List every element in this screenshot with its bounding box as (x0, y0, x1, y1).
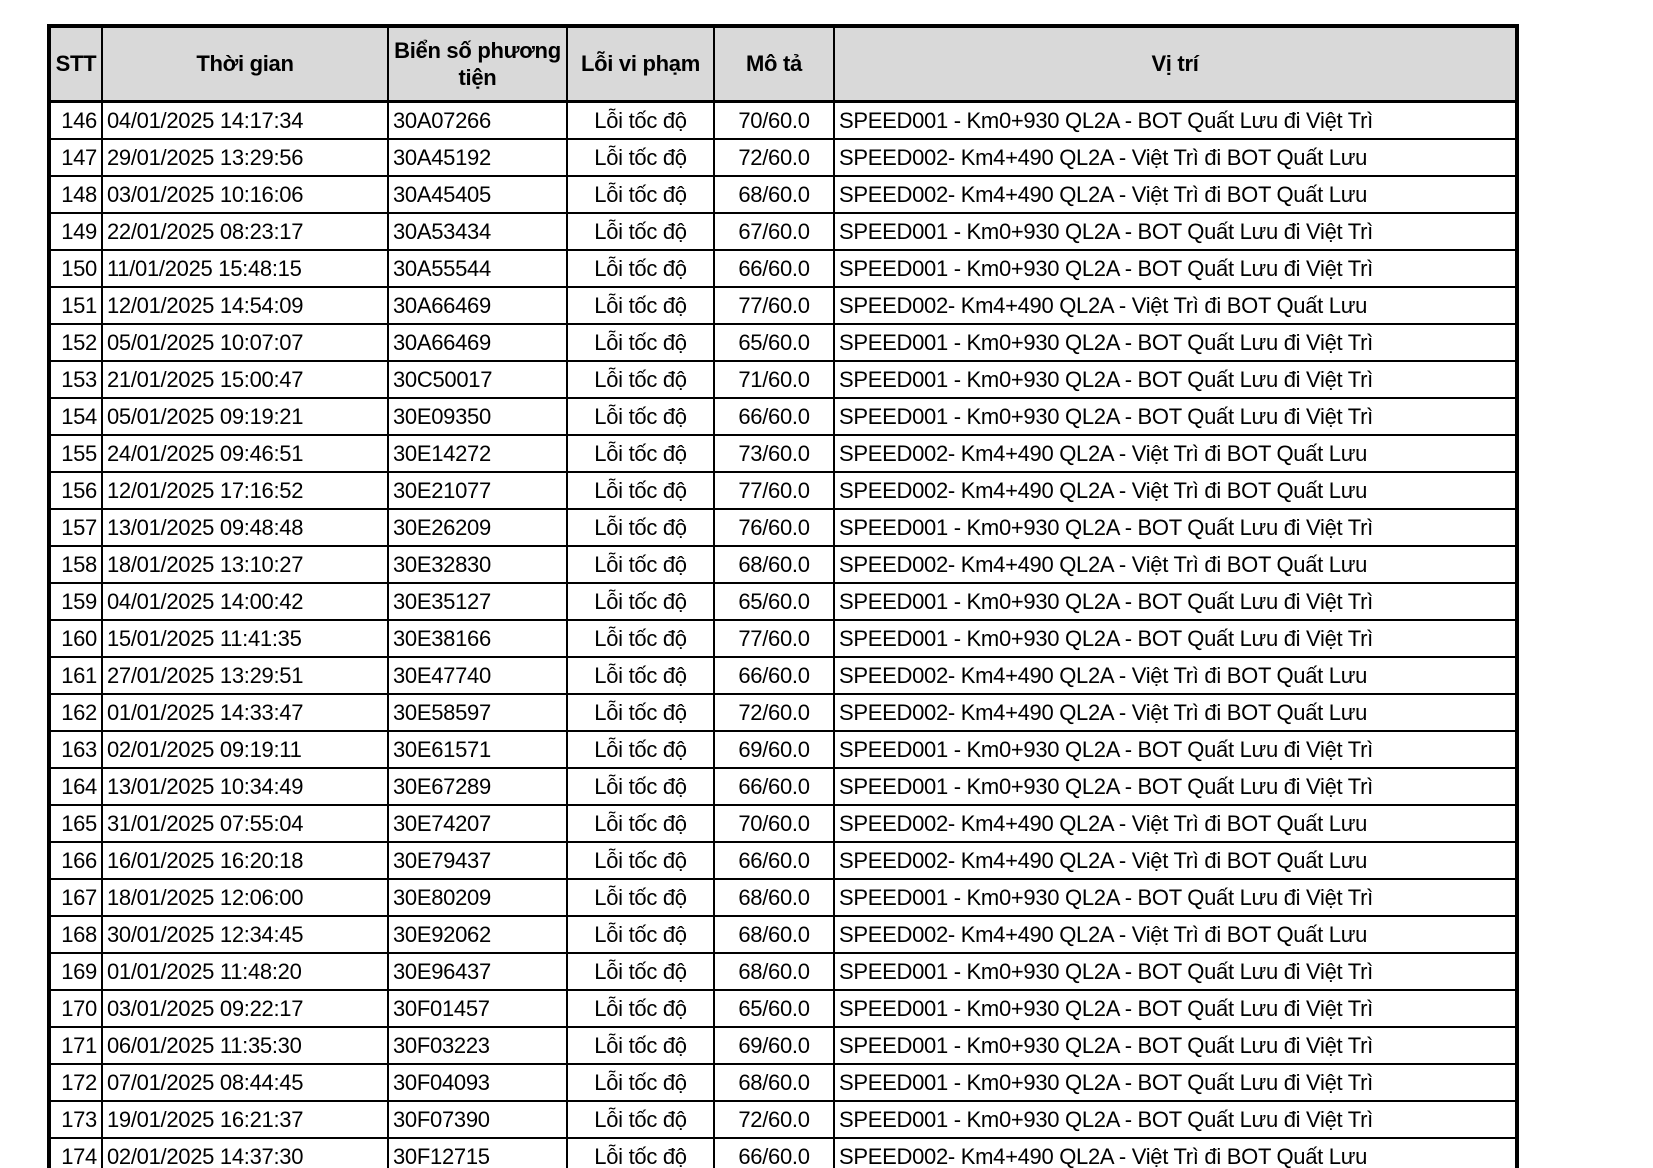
cell-bien_so: 30F03223 (388, 1027, 567, 1064)
cell-stt: 151 (49, 287, 102, 324)
cell-vi_tri: SPEED001 - Km0+930 QL2A - BOT Quất Lưu đi Việt Trì (834, 990, 1517, 1027)
cell-mo_ta: 69/60.0 (714, 1027, 834, 1064)
cell-vi_tri: SPEED001 - Km0+930 QL2A - BOT Quất Lưu đi Việt Trì (834, 1064, 1517, 1101)
cell-thoi_gian: 16/01/2025 16:20:18 (102, 842, 388, 879)
cell-thoi_gian: 02/01/2025 14:37:30 (102, 1138, 388, 1168)
cell-bien_so: 30F12715 (388, 1138, 567, 1168)
cell-bien_so: 30E79437 (388, 842, 567, 879)
cell-mo_ta: 71/60.0 (714, 361, 834, 398)
table-row (49, 657, 1517, 694)
cell-bien_so: 30E58597 (388, 694, 567, 731)
table-row (49, 509, 1517, 546)
cell-mo_ta: 72/60.0 (714, 1101, 834, 1138)
table-row (49, 1064, 1517, 1101)
cell-vi_tri: SPEED001 - Km0+930 QL2A - BOT Quất Lưu đi Việt Trì (834, 213, 1517, 250)
cell-loi_vi_pham: Lỗi tốc độ (567, 842, 714, 879)
cell-stt: 155 (49, 435, 102, 472)
cell-bien_so: 30C50017 (388, 361, 567, 398)
table-row (49, 546, 1517, 583)
cell-bien_so: 30E09350 (388, 398, 567, 435)
cell-mo_ta: 65/60.0 (714, 583, 834, 620)
table-row (49, 287, 1517, 324)
cell-vi_tri: SPEED001 - Km0+930 QL2A - BOT Quất Lưu đi Việt Trì (834, 102, 1517, 140)
cell-vi_tri: SPEED001 - Km0+930 QL2A - BOT Quất Lưu đi Việt Trì (834, 620, 1517, 657)
cell-stt: 167 (49, 879, 102, 916)
cell-vi_tri: SPEED002- Km4+490 QL2A - Việt Trì đi BOT Quất Lưu (834, 546, 1517, 583)
cell-bien_so: 30E38166 (388, 620, 567, 657)
cell-loi_vi_pham: Lỗi tốc độ (567, 916, 714, 953)
cell-loi_vi_pham: Lỗi tốc độ (567, 583, 714, 620)
cell-loi_vi_pham: Lỗi tốc độ (567, 768, 714, 805)
table-row (49, 620, 1517, 657)
cell-bien_so: 30E61571 (388, 731, 567, 768)
cell-vi_tri: SPEED001 - Km0+930 QL2A - BOT Quất Lưu đi Việt Trì (834, 361, 1517, 398)
column-header-bien-so: Biển số phương tiện (388, 26, 567, 102)
cell-vi_tri: SPEED001 - Km0+930 QL2A - BOT Quất Lưu đi Việt Trì (834, 398, 1517, 435)
cell-thoi_gian: 04/01/2025 14:00:42 (102, 583, 388, 620)
cell-thoi_gian: 13/01/2025 10:34:49 (102, 768, 388, 805)
cell-mo_ta: 67/60.0 (714, 213, 834, 250)
cell-thoi_gian: 18/01/2025 12:06:00 (102, 879, 388, 916)
cell-vi_tri: SPEED001 - Km0+930 QL2A - BOT Quất Lưu đi Việt Trì (834, 1027, 1517, 1064)
cell-mo_ta: 66/60.0 (714, 1138, 834, 1168)
cell-mo_ta: 72/60.0 (714, 139, 834, 176)
cell-stt: 170 (49, 990, 102, 1027)
cell-vi_tri: SPEED002- Km4+490 QL2A - Việt Trì đi BOT Quất Lưu (834, 139, 1517, 176)
cell-mo_ta: 65/60.0 (714, 990, 834, 1027)
cell-stt: 162 (49, 694, 102, 731)
cell-bien_so: 30A07266 (388, 102, 567, 140)
cell-thoi_gian: 27/01/2025 13:29:51 (102, 657, 388, 694)
cell-stt: 168 (49, 916, 102, 953)
cell-vi_tri: SPEED002- Km4+490 QL2A - Việt Trì đi BOT Quất Lưu (834, 916, 1517, 953)
cell-vi_tri: SPEED001 - Km0+930 QL2A - BOT Quất Lưu đi Việt Trì (834, 953, 1517, 990)
cell-mo_ta: 66/60.0 (714, 398, 834, 435)
cell-stt: 173 (49, 1101, 102, 1138)
cell-stt: 160 (49, 620, 102, 657)
table-row (49, 176, 1517, 213)
cell-loi_vi_pham: Lỗi tốc độ (567, 398, 714, 435)
cell-thoi_gian: 01/01/2025 14:33:47 (102, 694, 388, 731)
cell-mo_ta: 66/60.0 (714, 657, 834, 694)
cell-loi_vi_pham: Lỗi tốc độ (567, 694, 714, 731)
cell-stt: 147 (49, 139, 102, 176)
cell-bien_so: 30E67289 (388, 768, 567, 805)
cell-vi_tri: SPEED001 - Km0+930 QL2A - BOT Quất Lưu đi Việt Trì (834, 768, 1517, 805)
cell-bien_so: 30F07390 (388, 1101, 567, 1138)
table-row (49, 990, 1517, 1027)
cell-bien_so: 30E74207 (388, 805, 567, 842)
cell-thoi_gian: 19/01/2025 16:21:37 (102, 1101, 388, 1138)
cell-stt: 169 (49, 953, 102, 990)
table-row (49, 361, 1517, 398)
cell-loi_vi_pham: Lỗi tốc độ (567, 509, 714, 546)
cell-loi_vi_pham: Lỗi tốc độ (567, 287, 714, 324)
cell-vi_tri: SPEED002- Km4+490 QL2A - Việt Trì đi BOT Quất Lưu (834, 657, 1517, 694)
cell-thoi_gian: 05/01/2025 10:07:07 (102, 324, 388, 361)
cell-loi_vi_pham: Lỗi tốc độ (567, 1064, 714, 1101)
cell-mo_ta: 65/60.0 (714, 324, 834, 361)
table-row (49, 583, 1517, 620)
cell-stt: 153 (49, 361, 102, 398)
cell-mo_ta: 72/60.0 (714, 694, 834, 731)
table-row (49, 916, 1517, 953)
cell-stt: 171 (49, 1027, 102, 1064)
table-row (49, 324, 1517, 361)
cell-loi_vi_pham: Lỗi tốc độ (567, 102, 714, 140)
table-row (49, 139, 1517, 176)
cell-vi_tri: SPEED002- Km4+490 QL2A - Việt Trì đi BOT Quất Lưu (834, 176, 1517, 213)
cell-loi_vi_pham: Lỗi tốc độ (567, 472, 714, 509)
cell-mo_ta: 70/60.0 (714, 102, 834, 140)
cell-loi_vi_pham: Lỗi tốc độ (567, 1101, 714, 1138)
cell-bien_so: 30A66469 (388, 324, 567, 361)
cell-thoi_gian: 29/01/2025 13:29:56 (102, 139, 388, 176)
table-row (49, 805, 1517, 842)
column-header-loi-vi-pham: Lỗi vi phạm (567, 26, 714, 102)
cell-bien_so: 30A55544 (388, 250, 567, 287)
cell-stt: 154 (49, 398, 102, 435)
cell-thoi_gian: 24/01/2025 09:46:51 (102, 435, 388, 472)
cell-thoi_gian: 04/01/2025 14:17:34 (102, 102, 388, 140)
cell-thoi_gian: 22/01/2025 08:23:17 (102, 213, 388, 250)
cell-loi_vi_pham: Lỗi tốc độ (567, 879, 714, 916)
cell-vi_tri: SPEED001 - Km0+930 QL2A - BOT Quất Lưu đi Việt Trì (834, 583, 1517, 620)
cell-loi_vi_pham: Lỗi tốc độ (567, 213, 714, 250)
table-row (49, 953, 1517, 990)
cell-stt: 164 (49, 768, 102, 805)
cell-loi_vi_pham: Lỗi tốc độ (567, 1138, 714, 1168)
cell-stt: 172 (49, 1064, 102, 1101)
cell-bien_so: 30A53434 (388, 213, 567, 250)
cell-bien_so: 30A66469 (388, 287, 567, 324)
cell-vi_tri: SPEED001 - Km0+930 QL2A - BOT Quất Lưu đi Việt Trì (834, 509, 1517, 546)
cell-loi_vi_pham: Lỗi tốc độ (567, 435, 714, 472)
cell-thoi_gian: 03/01/2025 09:22:17 (102, 990, 388, 1027)
column-header-stt: STT (49, 26, 102, 102)
cell-vi_tri: SPEED001 - Km0+930 QL2A - BOT Quất Lưu đi Việt Trì (834, 1101, 1517, 1138)
cell-bien_so: 30A45192 (388, 139, 567, 176)
cell-bien_so: 30E92062 (388, 916, 567, 953)
cell-thoi_gian: 21/01/2025 15:00:47 (102, 361, 388, 398)
cell-vi_tri: SPEED002- Km4+490 QL2A - Việt Trì đi BOT Quất Lưu (834, 842, 1517, 879)
table-row (49, 398, 1517, 435)
cell-thoi_gian: 02/01/2025 09:19:11 (102, 731, 388, 768)
cell-vi_tri: SPEED002- Km4+490 QL2A - Việt Trì đi BOT Quất Lưu (834, 435, 1517, 472)
cell-thoi_gian: 18/01/2025 13:10:27 (102, 546, 388, 583)
cell-stt: 152 (49, 324, 102, 361)
cell-loi_vi_pham: Lỗi tốc độ (567, 805, 714, 842)
table-row (49, 694, 1517, 731)
cell-bien_so: 30A45405 (388, 176, 567, 213)
cell-bien_so: 30E14272 (388, 435, 567, 472)
cell-thoi_gian: 06/01/2025 11:35:30 (102, 1027, 388, 1064)
header-row (49, 26, 1517, 102)
cell-bien_so: 30E47740 (388, 657, 567, 694)
cell-mo_ta: 69/60.0 (714, 731, 834, 768)
cell-bien_so: 30E21077 (388, 472, 567, 509)
violations-table-body (49, 102, 1517, 1168)
cell-stt: 165 (49, 805, 102, 842)
cell-bien_so: 30E35127 (388, 583, 567, 620)
cell-loi_vi_pham: Lỗi tốc độ (567, 361, 714, 398)
cell-loi_vi_pham: Lỗi tốc độ (567, 250, 714, 287)
cell-mo_ta: 70/60.0 (714, 805, 834, 842)
cell-thoi_gian: 07/01/2025 08:44:45 (102, 1064, 388, 1101)
cell-vi_tri: SPEED002- Km4+490 QL2A - Việt Trì đi BOT Quất Lưu (834, 472, 1517, 509)
cell-bien_so: 30F04093 (388, 1064, 567, 1101)
cell-vi_tri: SPEED002- Km4+490 QL2A - Việt Trì đi BOT Quất Lưu (834, 805, 1517, 842)
cell-thoi_gian: 13/01/2025 09:48:48 (102, 509, 388, 546)
cell-loi_vi_pham: Lỗi tốc độ (567, 731, 714, 768)
cell-mo_ta: 77/60.0 (714, 287, 834, 324)
table-row (49, 842, 1517, 879)
cell-stt: 166 (49, 842, 102, 879)
cell-stt: 174 (49, 1138, 102, 1168)
cell-bien_so: 30E32830 (388, 546, 567, 583)
cell-mo_ta: 73/60.0 (714, 435, 834, 472)
table-row (49, 435, 1517, 472)
cell-loi_vi_pham: Lỗi tốc độ (567, 1027, 714, 1064)
cell-mo_ta: 68/60.0 (714, 953, 834, 990)
table-row (49, 731, 1517, 768)
cell-vi_tri: SPEED002- Km4+490 QL2A - Việt Trì đi BOT Quất Lưu (834, 1138, 1517, 1168)
cell-bien_so: 30E96437 (388, 953, 567, 990)
table-row (49, 213, 1517, 250)
cell-vi_tri: SPEED001 - Km0+930 QL2A - BOT Quất Lưu đi Việt Trì (834, 731, 1517, 768)
cell-thoi_gian: 03/01/2025 10:16:06 (102, 176, 388, 213)
cell-bien_so: 30E26209 (388, 509, 567, 546)
cell-stt: 156 (49, 472, 102, 509)
cell-vi_tri: SPEED001 - Km0+930 QL2A - BOT Quất Lưu đi Việt Trì (834, 250, 1517, 287)
cell-loi_vi_pham: Lỗi tốc độ (567, 657, 714, 694)
table-row (49, 1101, 1517, 1138)
cell-loi_vi_pham: Lỗi tốc độ (567, 324, 714, 361)
cell-loi_vi_pham: Lỗi tốc độ (567, 139, 714, 176)
cell-stt: 148 (49, 176, 102, 213)
cell-mo_ta: 77/60.0 (714, 472, 834, 509)
cell-stt: 161 (49, 657, 102, 694)
table-row (49, 1027, 1517, 1064)
violations-table (47, 24, 1519, 1168)
cell-stt: 149 (49, 213, 102, 250)
cell-mo_ta: 77/60.0 (714, 620, 834, 657)
cell-thoi_gian: 12/01/2025 14:54:09 (102, 287, 388, 324)
cell-stt: 157 (49, 509, 102, 546)
cell-thoi_gian: 15/01/2025 11:41:35 (102, 620, 388, 657)
cell-vi_tri: SPEED001 - Km0+930 QL2A - BOT Quất Lưu đi Việt Trì (834, 879, 1517, 916)
cell-loi_vi_pham: Lỗi tốc độ (567, 990, 714, 1027)
cell-stt: 146 (49, 102, 102, 140)
cell-loi_vi_pham: Lỗi tốc độ (567, 546, 714, 583)
violations-table-header (49, 26, 1517, 102)
cell-stt: 159 (49, 583, 102, 620)
cell-vi_tri: SPEED001 - Km0+930 QL2A - BOT Quất Lưu đi Việt Trì (834, 324, 1517, 361)
cell-mo_ta: 68/60.0 (714, 1064, 834, 1101)
cell-bien_so: 30E80209 (388, 879, 567, 916)
cell-mo_ta: 68/60.0 (714, 879, 834, 916)
cell-thoi_gian: 05/01/2025 09:19:21 (102, 398, 388, 435)
cell-loi_vi_pham: Lỗi tốc độ (567, 620, 714, 657)
cell-mo_ta: 66/60.0 (714, 842, 834, 879)
cell-mo_ta: 66/60.0 (714, 250, 834, 287)
table-row (49, 768, 1517, 805)
cell-mo_ta: 66/60.0 (714, 768, 834, 805)
cell-thoi_gian: 11/01/2025 15:48:15 (102, 250, 388, 287)
cell-mo_ta: 68/60.0 (714, 916, 834, 953)
cell-stt: 158 (49, 546, 102, 583)
column-header-mo-ta: Mô tả (714, 26, 834, 102)
cell-vi_tri: SPEED002- Km4+490 QL2A - Việt Trì đi BOT Quất Lưu (834, 287, 1517, 324)
cell-thoi_gian: 12/01/2025 17:16:52 (102, 472, 388, 509)
cell-loi_vi_pham: Lỗi tốc độ (567, 953, 714, 990)
cell-stt: 163 (49, 731, 102, 768)
table-row (49, 250, 1517, 287)
cell-thoi_gian: 30/01/2025 12:34:45 (102, 916, 388, 953)
cell-stt: 150 (49, 250, 102, 287)
cell-mo_ta: 76/60.0 (714, 509, 834, 546)
cell-thoi_gian: 01/01/2025 11:48:20 (102, 953, 388, 990)
table-row (49, 879, 1517, 916)
table-row (49, 1138, 1517, 1168)
table-row (49, 102, 1517, 140)
cell-mo_ta: 68/60.0 (714, 546, 834, 583)
cell-thoi_gian: 31/01/2025 07:55:04 (102, 805, 388, 842)
cell-vi_tri: SPEED002- Km4+490 QL2A - Việt Trì đi BOT Quất Lưu (834, 694, 1517, 731)
column-header-thoi-gian: Thời gian (102, 26, 388, 102)
cell-loi_vi_pham: Lỗi tốc độ (567, 176, 714, 213)
table-row (49, 472, 1517, 509)
cell-bien_so: 30F01457 (388, 990, 567, 1027)
column-header-vi-tri: Vị trí (834, 26, 1517, 102)
cell-mo_ta: 68/60.0 (714, 176, 834, 213)
